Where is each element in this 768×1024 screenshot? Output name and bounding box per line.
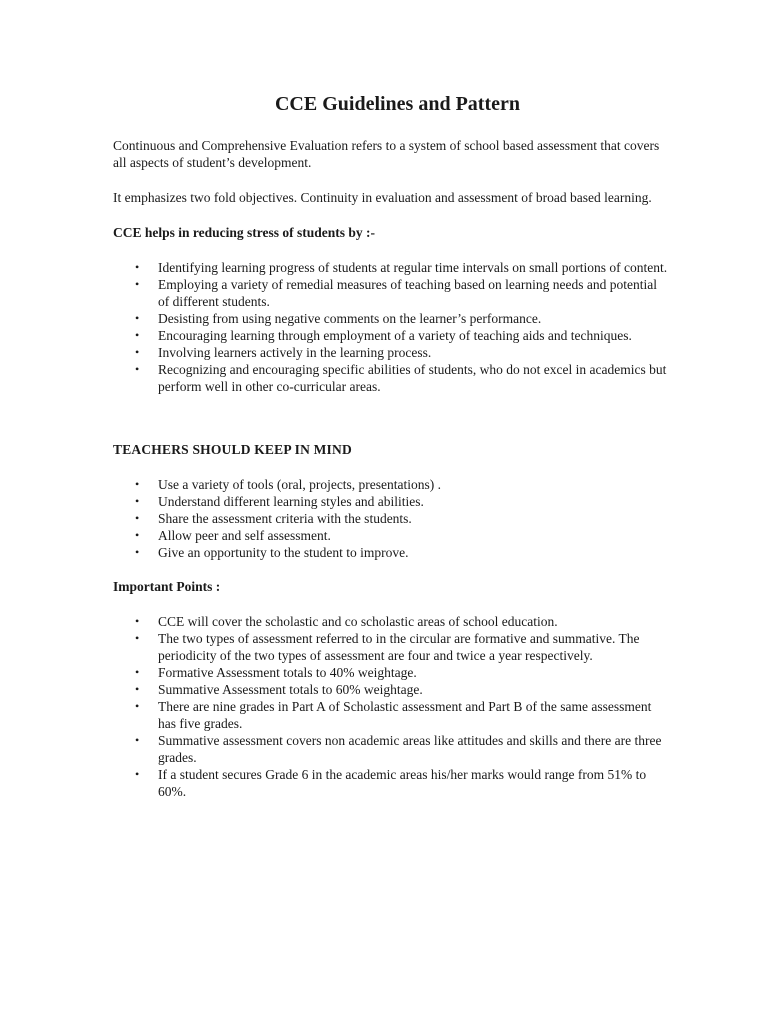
section-heading-teachers: TEACHERS SHOULD KEEP IN MIND [113, 442, 352, 457]
bullet-icon: • [135, 545, 140, 559]
bullet-icon: • [135, 682, 140, 696]
bullet-icon: • [135, 494, 140, 508]
list-item-text: Use a variety of tools (oral, projects, presentations) . [158, 477, 442, 492]
list-item [113, 613, 668, 630]
list-item [113, 681, 668, 698]
stress-list [113, 259, 668, 395]
list-item [113, 630, 668, 664]
bullet-icon: • [135, 631, 140, 645]
list-item [113, 732, 668, 766]
list-item [113, 361, 668, 395]
bullet-icon: • [135, 477, 140, 491]
list-item [113, 310, 668, 327]
bullet-icon: • [135, 699, 140, 713]
bullet-icon: • [135, 665, 140, 679]
list-item-text: Encouraging learning through employment of a variety of teaching aids and techniques. [158, 328, 632, 343]
bullet-icon: • [135, 311, 140, 325]
bullet-icon: • [135, 260, 140, 274]
bullet-icon: • [135, 528, 140, 542]
list-item-text: Desisting from using negative comments on the learner’s performance. [158, 311, 542, 326]
list-item [113, 476, 668, 493]
list-item [113, 493, 668, 510]
bullet-icon: • [135, 767, 140, 781]
section-heading-stress: CCE helps in reducing stress of students by :- [113, 225, 376, 240]
teachers-list [113, 476, 668, 561]
list-item-text: Summative assessment covers non academic areas like attitudes and skills and there are three grades. [158, 733, 662, 765]
list-item [113, 527, 668, 544]
list-item [113, 544, 668, 561]
bullet-icon: • [135, 511, 140, 525]
list-item-text: Allow peer and self assessment. [158, 528, 331, 543]
section-heading-important-points: Important Points : [113, 579, 221, 594]
list-item [113, 664, 668, 681]
intro-paragraph-1: Continuous and Comprehensive Evaluation refers to a system of school based assessment that covers all aspects of student’s development. [113, 138, 660, 170]
list-item-text: Summative Assessment totals to 60% weightage. [158, 682, 423, 697]
list-item-text: Identifying learning progress of students at regular time intervals on small portions of content. [158, 260, 668, 275]
document-title: CCE Guidelines and Pattern [274, 93, 521, 115]
bullet-icon: • [135, 733, 140, 747]
list-item [113, 344, 668, 361]
list-item-text: Recognizing and encouraging specific abilities of students, who do not excel in academics but perform well in other co-curricular areas. [158, 362, 667, 394]
list-item [113, 276, 668, 310]
list-item-text: Give an opportunity to the student to improve. [158, 545, 409, 560]
list-item [113, 766, 668, 800]
bullet-icon: • [135, 345, 140, 359]
important-points-list [113, 613, 668, 800]
list-item-text: The two types of assessment referred to in the circular are formative and summative. The periodicity of the two types of assessment are four and twice a year respectively. [158, 631, 640, 663]
bullet-icon: • [135, 328, 140, 342]
list-item [113, 327, 668, 344]
list-item-text: Understand different learning styles and abilities. [158, 494, 424, 509]
list-item [113, 259, 668, 276]
bullet-icon: • [135, 614, 140, 628]
list-item-text: Involving learners actively in the learning process. [158, 345, 432, 360]
intro-paragraph-2: It emphasizes two fold objectives. Continuity in evaluation and assessment of broad based learning. [113, 190, 652, 205]
list-item-text: Formative Assessment totals to 40% weightage. [158, 665, 417, 680]
list-item [113, 698, 668, 732]
list-item-text: If a student secures Grade 6 in the academic areas his/her marks would range from 51% to 60%. [158, 767, 647, 799]
list-item [113, 510, 668, 527]
list-item-text: Employing a variety of remedial measures of teaching based on learning needs and potential of different students. [158, 277, 657, 309]
bullet-icon: • [135, 362, 140, 376]
list-item-text: There are nine grades in Part A of Scholastic assessment and Part B of the same assessment has five grades. [158, 699, 652, 731]
list-item-text: Share the assessment criteria with the students. [158, 511, 412, 526]
bullet-icon: • [135, 277, 140, 291]
list-item-text: CCE will cover the scholastic and co scholastic areas of school education. [158, 614, 558, 629]
